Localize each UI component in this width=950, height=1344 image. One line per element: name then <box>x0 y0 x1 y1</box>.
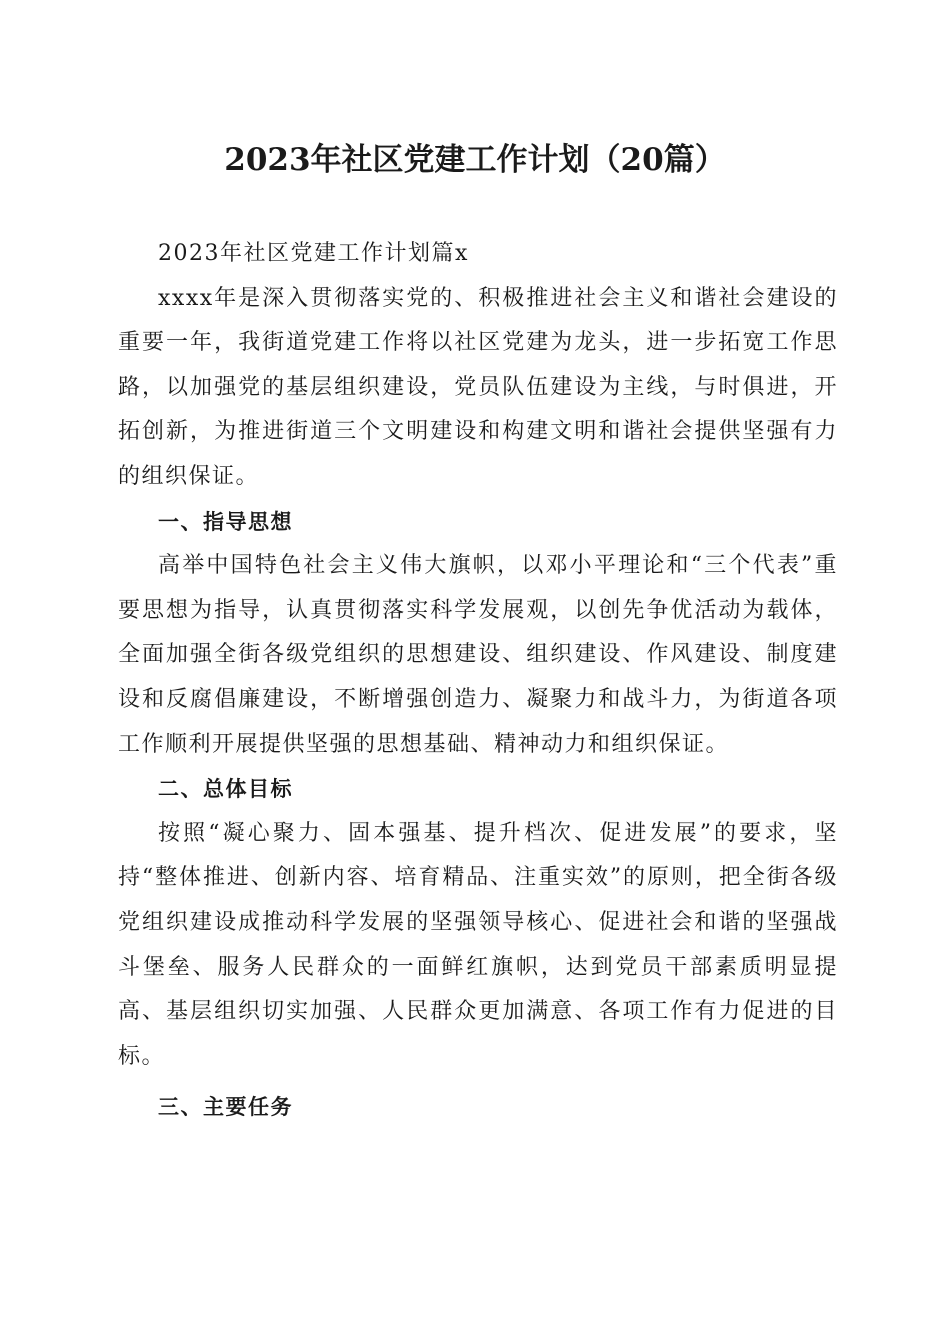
document-subtitle: 2023年社区党建工作计划篇x <box>158 241 469 266</box>
section-heading-guiding-ideology: 一、指导思想 <box>158 509 293 534</box>
section-paragraph-guiding-ideology: 高举中国特色社会主义伟大旗帜，以邓小平理论和“三个代表”重要思想为指导，认真贯彻落实科学发展观，以创先争优活动为载体，全面加强全街各级党组织的思想建设、组织建设、作风建设、制度建设和反腐倡廉建设，不断增强创造力、凝聚力和战斗力，为街道各项工作顺利开展提供坚强的思想基础、精神动力和组织保证。 <box>118 553 838 757</box>
intro-paragraph: xxxx年是深入贯彻落实党的、积极推进社会主义和谐社会建设的重要一年，我街道党建工作将以社区党建为龙头，进一步拓宽工作思路，以加强党的基层组织建设，党员队伍建设为主线，与时俱进，开拓创新，为推进街道三个文明建设和构建文明和谐社会提供坚强有力的组织保证。 <box>118 285 838 489</box>
document-title: 2023年社区党建工作计划（20篇） <box>224 142 726 178</box>
document-body <box>118 232 838 1130</box>
section-heading-overall-goal: 二、总体目标 <box>158 777 293 802</box>
section-paragraph-overall-goal: 按照“凝心聚力、固本强基、提升档次、促进发展”的要求，坚持“整体推进、创新内容、培育精品、注重实效”的原则，把全街各级党组织建设成推动科学发展的坚强领导核心、促进社会和谐的坚强战斗堡垒、服务人民群众的一面鲜红旗帜，达到党员干部素质明显提高、基层组织切实加强、人民群众更加满意、各项工作有力促进的目标。 <box>118 820 838 1069</box>
section-heading-main-tasks: 三、主要任务 <box>158 1095 293 1120</box>
